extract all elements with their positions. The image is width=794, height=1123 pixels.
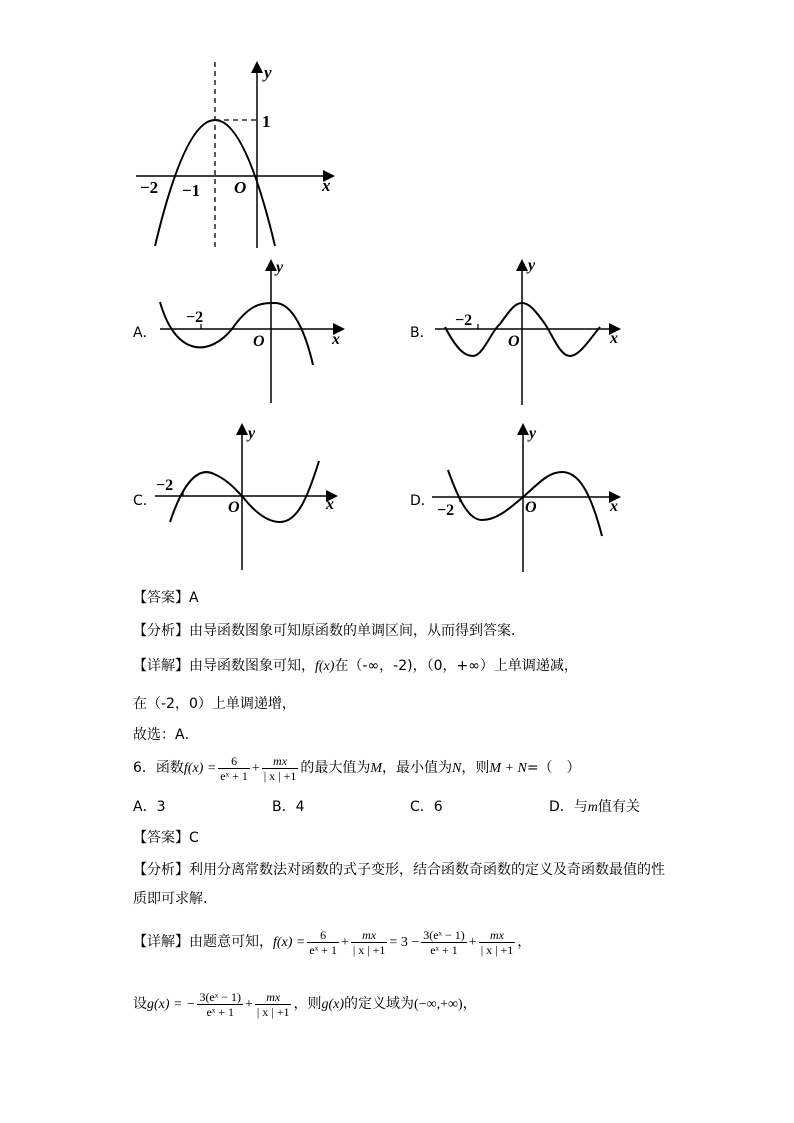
option-c-curve [170, 461, 319, 522]
svg-text:x: x [332, 331, 340, 348]
q6-answer-line: 【答案】C [133, 830, 199, 846]
option-b-graph [425, 255, 630, 405]
q6-stem: 6．函数f(x) = $\frac{6}{\text{eˣ + 1}}$ + $\frac{mx}{| x | +1}$ 的最大值为M，最小值为N，则M + N=（ ） [133, 753, 581, 783]
svg-text:−2: −2 [156, 477, 174, 494]
q5-answer-line [133, 587, 199, 607]
choice-a[interactable]: A．3 [133, 799, 166, 815]
answer-tag: 【答案】 [133, 590, 189, 606]
choice-c[interactable]: C．6 [410, 799, 443, 815]
y-label: y [264, 63, 272, 82]
option-c-letter: C． [133, 493, 157, 509]
svg-text:x: x [326, 496, 334, 513]
q5-analysis-line: 【分析】由导函数图象可知原函数的单调区间，从而得到答案． [133, 623, 525, 639]
option-a-letter: A． [133, 325, 157, 341]
q6-detail-line: 【详解】由题意可知，f(x) = $\frac{6}{\text{eˣ + 1}}$ + $\frac{mx}{| x | +1}$ = 3 − $\frac{\text{3(eˣ − 1)}}{\text{eˣ + 1}}$ + $\frac{mx}{| x | +1}$ ， [133, 927, 532, 957]
choice-b[interactable]: B．4 [272, 799, 305, 815]
tick-neg1-label: −1 [182, 181, 201, 200]
option-b-letter: B． [410, 325, 434, 341]
svg-text:−2: −2 [455, 312, 473, 329]
option-d-graph [425, 420, 630, 575]
q6-analysis-line: 【分析】利用分离常数法对函数的式子变形，结合函数奇函数的定义及奇函数最值的性 [133, 862, 665, 878]
svg-text:y: y [276, 259, 284, 276]
tick-neg2-label: −2 [140, 178, 159, 197]
option-a-graph [150, 255, 350, 405]
answer-value: A [189, 590, 199, 606]
svg-text:O: O [228, 499, 240, 516]
svg-text:x: x [610, 330, 618, 347]
svg-text:y: y [529, 425, 537, 442]
svg-text:−2: −2 [437, 502, 455, 519]
option-a-curve [160, 302, 313, 365]
option-d-letter: D． [410, 493, 435, 509]
q5-detail-line: 【详解】由导函数图象可知，f(x)在（-∞，-2)，（0，+∞）上单调递减， [133, 658, 578, 674]
x-label: x [322, 176, 331, 195]
svg-text:O: O [508, 333, 520, 350]
q6-analysis-line-2: 质即可求解. [133, 891, 208, 907]
svg-text:x: x [610, 498, 618, 515]
q5-detail-line-2: 在（-2，0）上单调递增， [133, 696, 296, 712]
svg-text:O: O [525, 499, 537, 516]
svg-text:y: y [528, 257, 536, 274]
option-c-graph [150, 420, 350, 575]
choice-d[interactable]: D．与m值有关 [549, 799, 640, 815]
origin-label: O [234, 178, 247, 197]
svg-text:O: O [253, 333, 265, 350]
derivative-graph [130, 58, 350, 253]
svg-text:y: y [248, 425, 256, 442]
q6-g-line: 设g(x) = − $\frac{\text{3(eˣ − 1)}}{\text{eˣ + 1}}$ + $\frac{mx}{| x | +1}$ ，则g(x)的定义域为(−∞,+∞)， [133, 989, 477, 1019]
q5-conclusion: 故选：A． [133, 727, 199, 743]
svg-text:−2: −2 [186, 309, 204, 326]
tick-1-label: 1 [262, 112, 271, 131]
